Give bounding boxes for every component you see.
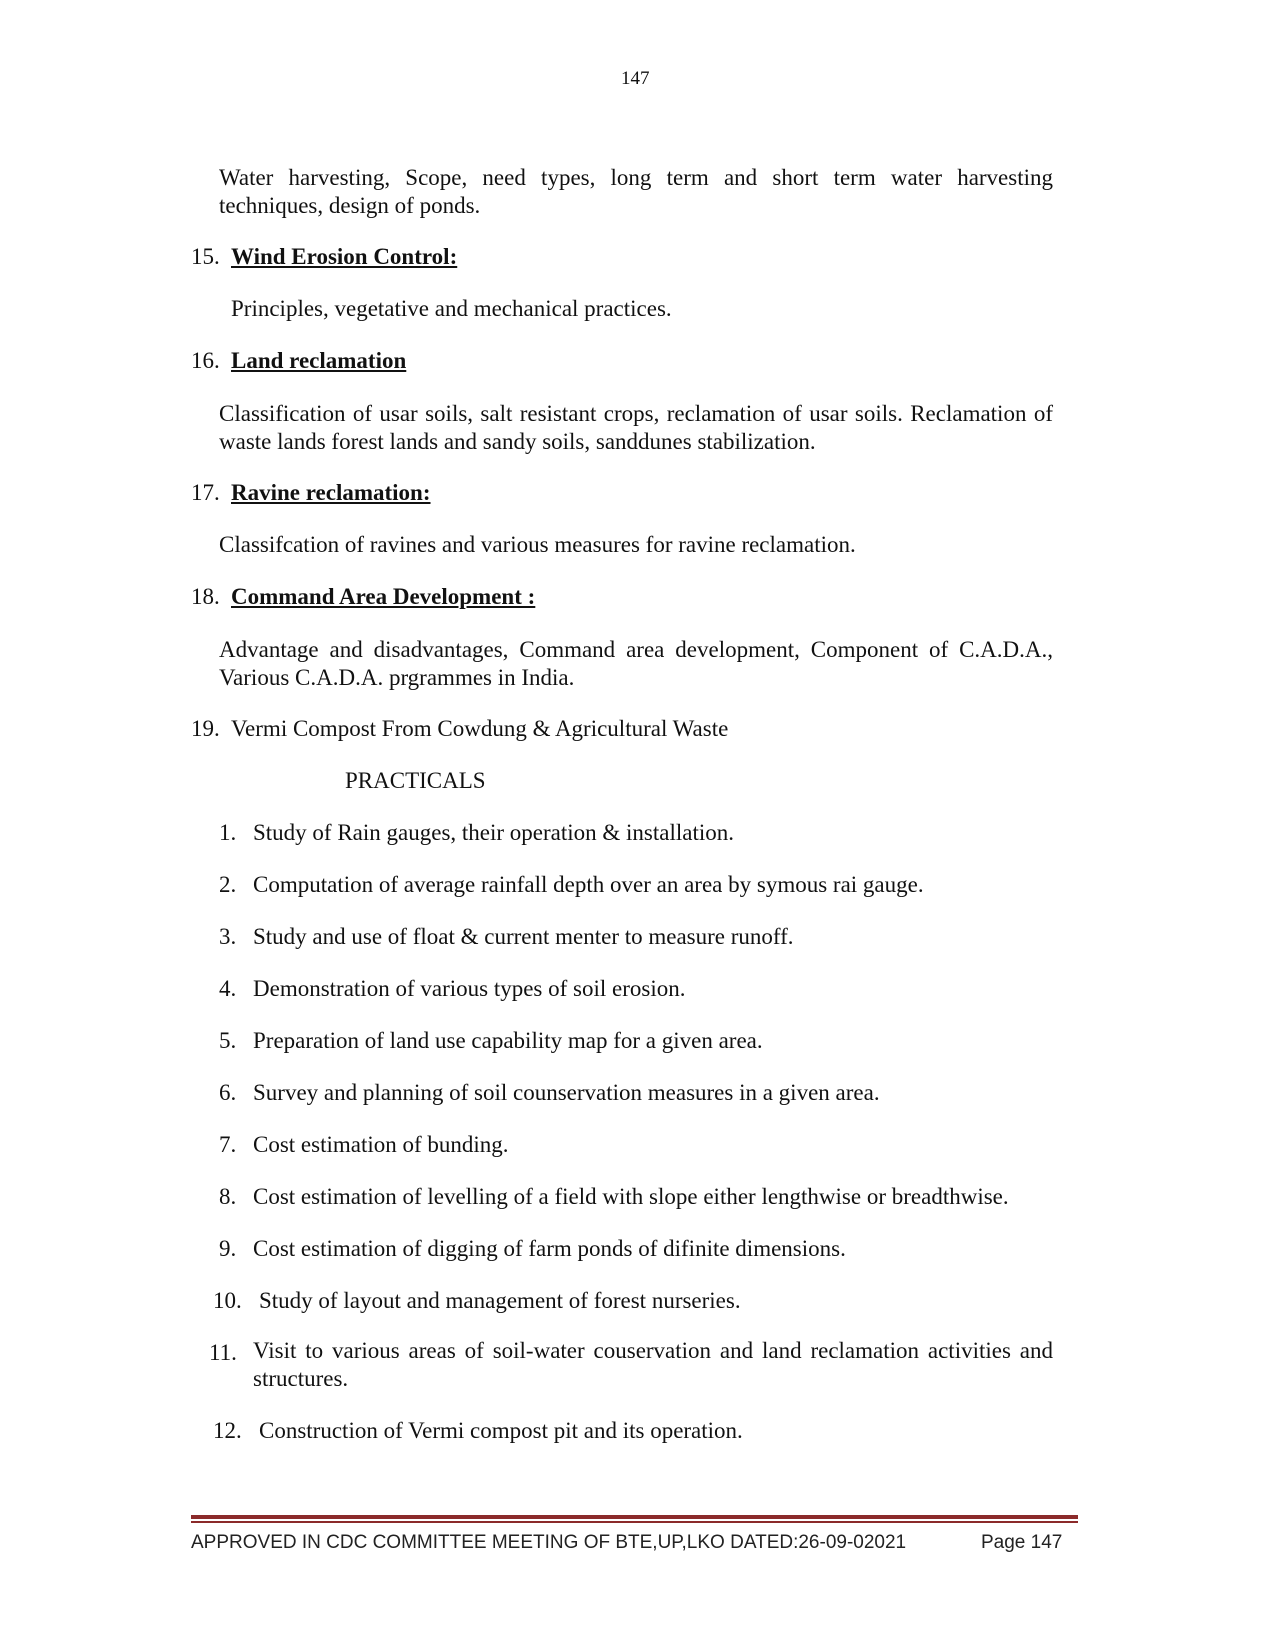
section-number: 17. (191, 480, 220, 505)
page-number: 147 (621, 68, 650, 89)
list-item: Study of layout and management of forest nurseries. (259, 1288, 741, 1313)
list-item-number: 2. (219, 872, 237, 897)
section-heading: Land reclamation (231, 348, 407, 373)
list-item: Computation of average rainfall depth over an area by symous rai gauge. (253, 872, 924, 897)
list-item-number: 4. (219, 976, 237, 1001)
list-item-number: 10. (213, 1288, 242, 1313)
list-item: Cost estimation of digging of farm ponds of difinite dimensions. (253, 1236, 846, 1261)
section-body: Principles, vegetative and mechanical practices. (231, 296, 672, 321)
list-item-number: 12. (213, 1418, 242, 1443)
list-item-number: 11. (209, 1340, 237, 1365)
list-item: Preparation of land use capability map for a given area. (253, 1028, 763, 1053)
section-number: 19. (191, 716, 220, 741)
list-item-number: 9. (219, 1236, 237, 1261)
list-item-number: 6. (219, 1080, 237, 1105)
footer-page-number: Page 147 (981, 1532, 1063, 1553)
footer-approval-text: APPROVED IN CDC COMMITTEE MEETING OF BTE,UP,LKO DATED:26-09-02021 (191, 1532, 907, 1553)
section-heading: Vermi Compost From Cowdung & Agricultural Waste (231, 716, 729, 741)
list-item: Cost estimation of levelling of a field with slope either lengthwise or breadthwise. (253, 1184, 1009, 1209)
section-body: Classification of usar soils, salt resistant crops, reclamation of usar soils. Reclamation of waste lands forest lands and sandy soils, sanddunes stabilization. (219, 401, 1053, 454)
section-body: Advantage and disadvantages, Command area development, Component of C.A.D.A., Various C.A.D.A. prgrammes in India. (219, 637, 1053, 690)
list-item: Survey and planning of soil counservation measures in a given area. (253, 1080, 880, 1105)
list-item: Visit to various areas of soil-water couservation and land reclamation activities and structures. (253, 1338, 1053, 1391)
list-item-number: 1. (219, 820, 237, 845)
section-heading: Command Area Development : (231, 584, 536, 609)
list-item-number: 8. (219, 1184, 237, 1209)
list-item-number: 5. (219, 1028, 237, 1053)
footer-rule-thin (191, 1521, 1078, 1523)
section-body: Classifcation of ravines and various measures for ravine reclamation. (219, 532, 856, 557)
section-heading: Ravine reclamation: (231, 480, 431, 505)
section-number: 16. (191, 348, 220, 373)
list-item: Study of Rain gauges, their operation & installation. (253, 820, 735, 845)
section-heading: Wind Erosion Control: (231, 244, 458, 269)
list-item: Demonstration of various types of soil erosion. (253, 976, 686, 1001)
list-item-number: 7. (219, 1132, 237, 1157)
footer-rule (191, 1515, 1078, 1519)
section-number: 15. (191, 244, 220, 269)
list-item: Study and use of float & current menter to measure runoff. (253, 924, 794, 949)
intro-paragraph: Water harvesting, Scope, need types, long term and short term water harvesting techniques, design of ponds. (219, 165, 1053, 218)
section-number: 18. (191, 584, 220, 609)
list-item: Cost estimation of bunding. (253, 1132, 509, 1157)
practicals-heading: PRACTICALS (345, 768, 486, 793)
list-item: Construction of Vermi compost pit and its operation. (259, 1418, 743, 1443)
list-item-number: 3. (219, 924, 237, 949)
